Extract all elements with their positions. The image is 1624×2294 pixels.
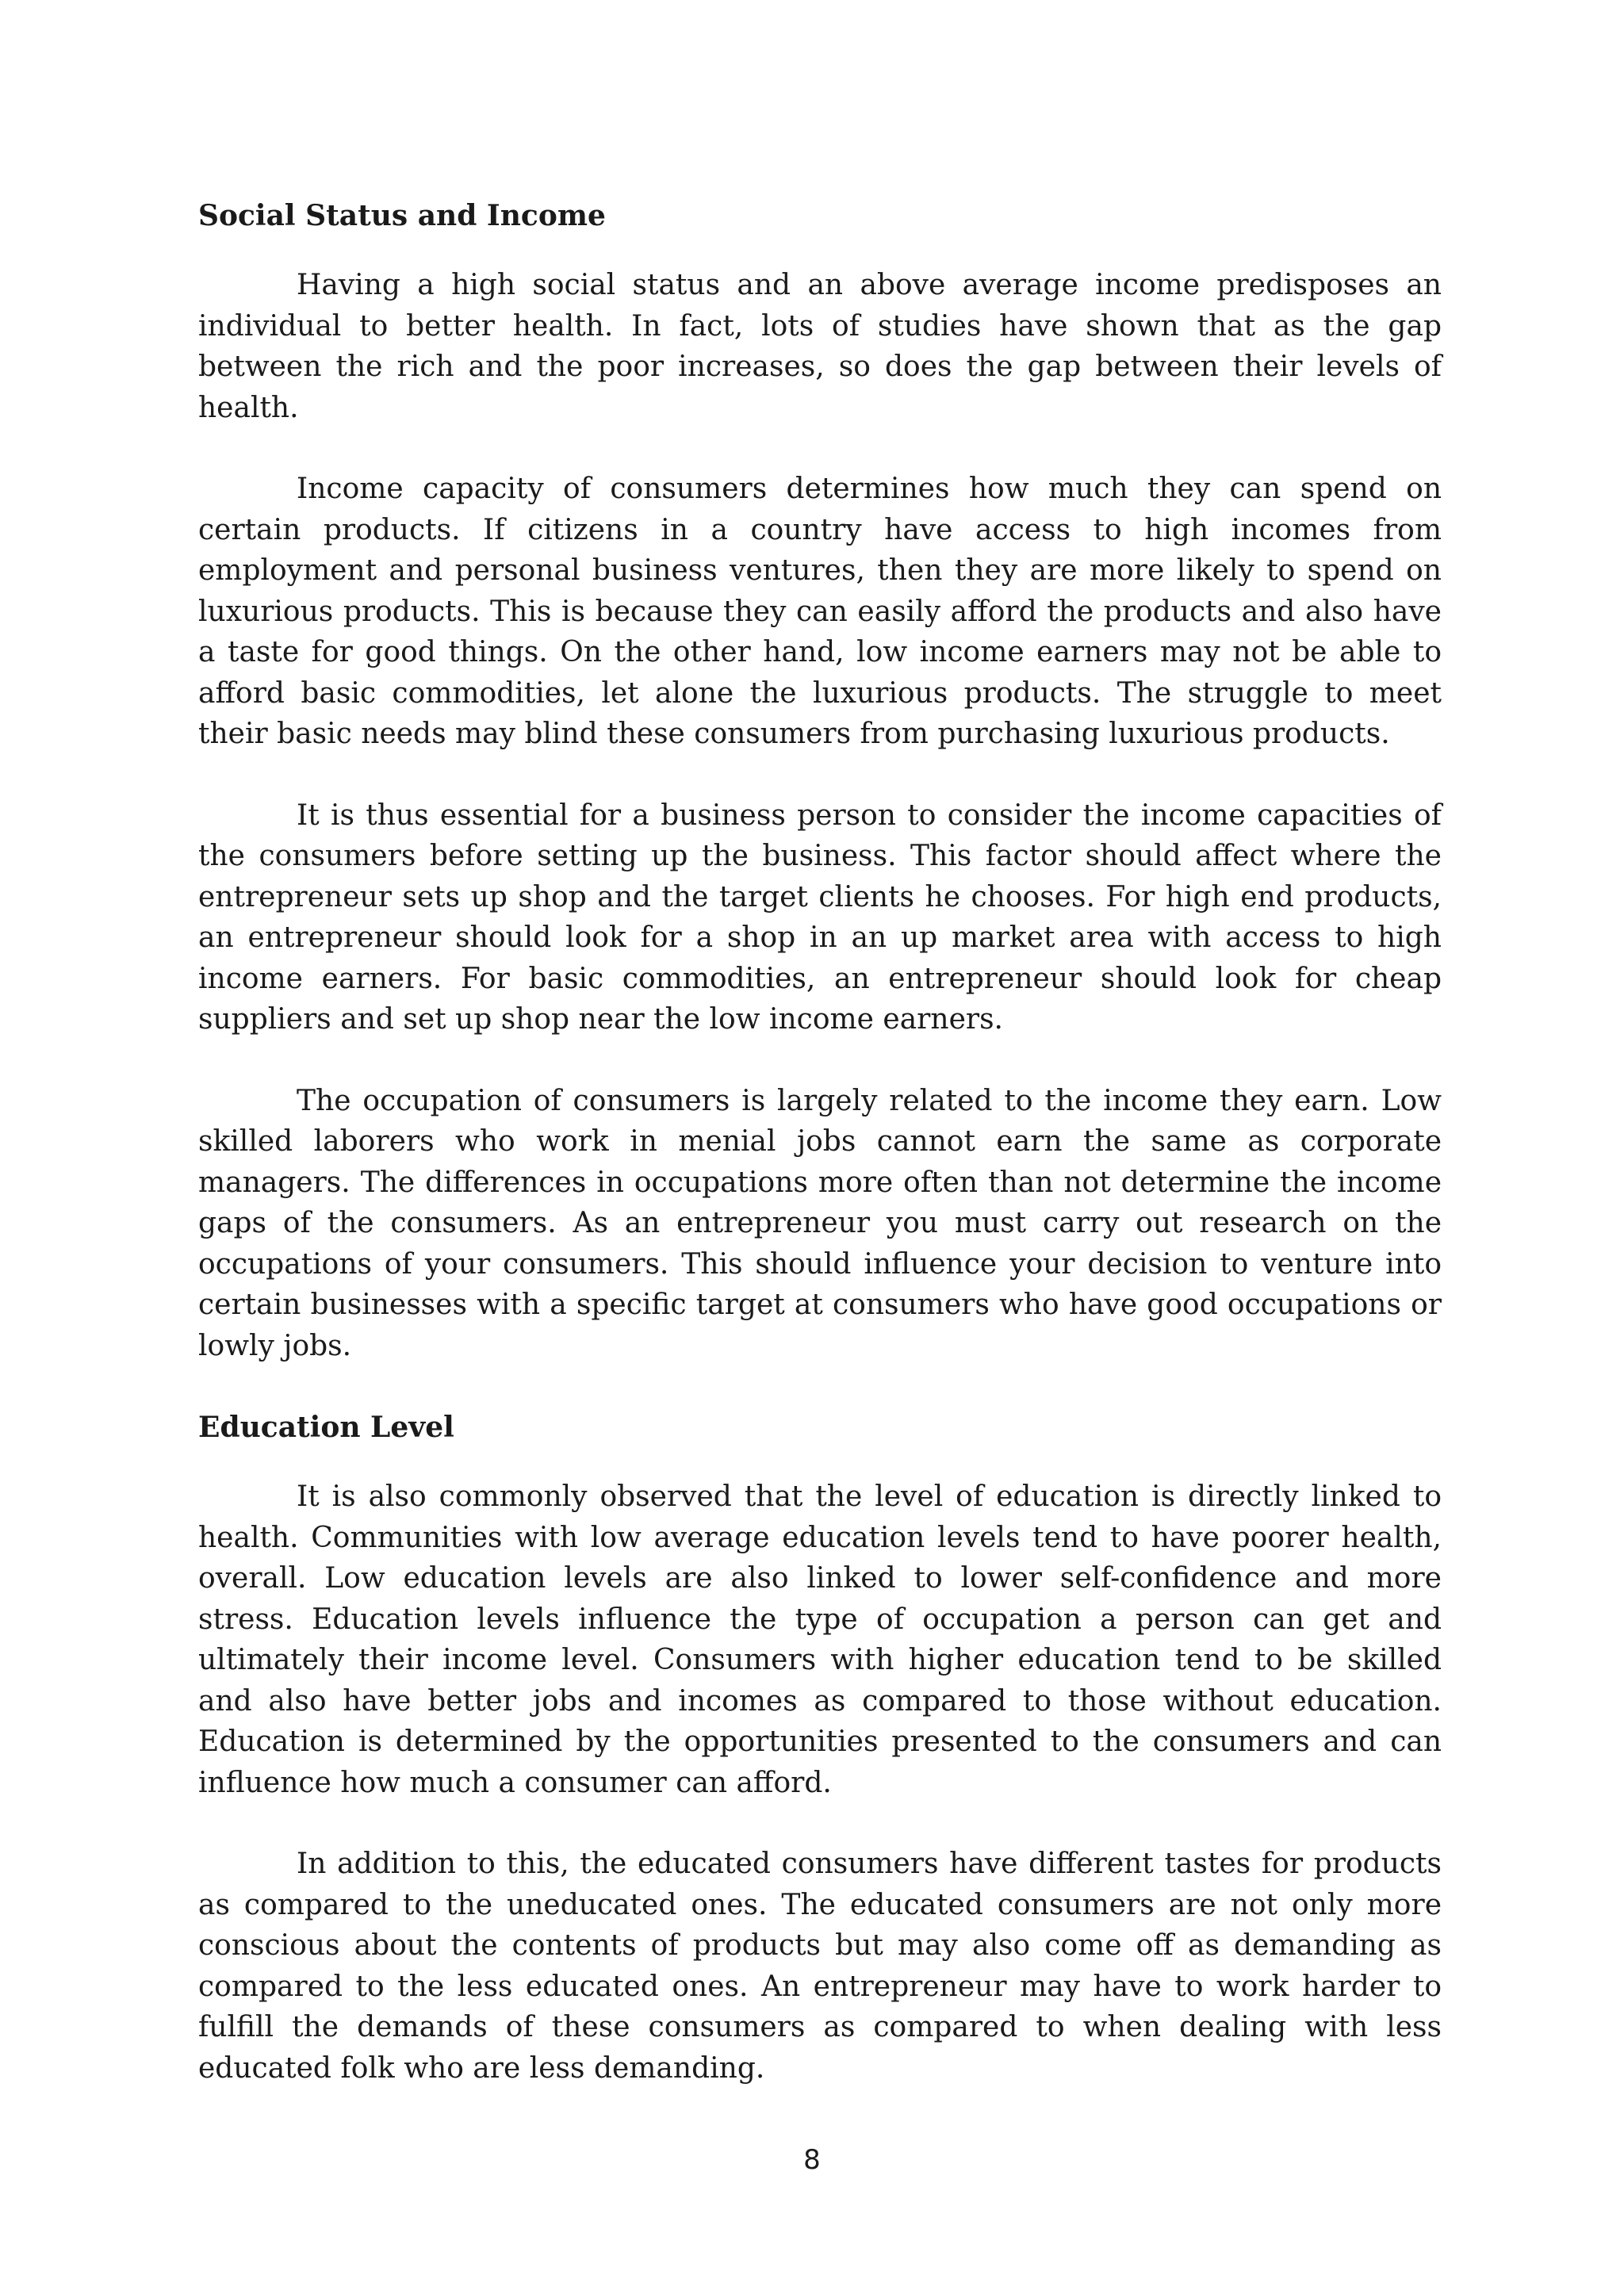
page-number: 8 — [803, 2144, 821, 2176]
section-heading-education-level: Education Level — [198, 1411, 454, 1444]
paragraph-business-location: It is thus essential for a business person to consider the income capacities of the consumers before setting up the business. This factor should affect where the entrepreneur sets up shop and the target clients he chooses. For high end products, an entrepreneur should look for a shop in an up market area with access to high income earners. For basic commodities, an entrepreneur should look for cheap suppliers and set up shop near the low income earners. — [198, 798, 1442, 1036]
paragraph-education-health: It is also commonly observed that the level of education is directly linked to health. Communities with low average education levels tend to have poorer health, overall. Low education levels are also linked to lower self-confidence and more stress. Education levels influence the type of occupation a person can get and ultimately their income level. Consumers with higher education tend to be skilled and also have better jobs and incomes as compared to those without education. Education is determined by the opportunities presented to the consumers and can influence how much a consumer can afford. — [198, 1480, 1442, 1799]
section-heading-social-status: Social Status and Income — [198, 199, 606, 232]
paragraph-occupation: The occupation of consumers is largely related to the income they earn. Low skilled laborers who work in menial jobs cannot earn the same as corporate managers. The differences in occupations more often than not determine the income gaps of the consumers. As an entrepreneur you must carry out research on the occupations of your consumers. This should influence your decision to venture into certain businesses with a specific target at consumers who have good occupations or lowly jobs. — [198, 1084, 1442, 1362]
paragraph-educated-tastes: In addition to this, the educated consumers have different tastes for products as compared to the uneducated ones. The educated consumers are not only more conscious about the contents of products but may also come off as demanding as compared to the less educated ones. An entrepreneur may have to work harder to fulfill the demands of these consumers as compared to when dealing with less educated folk who are less demanding. — [198, 1848, 1442, 2085]
page-content — [198, 195, 1442, 2129]
paragraph-social-status-1: Having a high social status and an above average income predisposes an individual to better health. In fact, lots of studies have shown that as the gap between the rich and the poor increases, so does the gap between their levels of health. — [198, 269, 1442, 424]
paragraph-income-capacity: Income capacity of consumers determines how much they can spend on certain products. If citizens in a country have access to high incomes from employment and personal business ventures, then they are more likely to spend on luxurious products. This is because they can easily afford the products and also have a taste for good things. On the other hand, low income earners may not be able to afford basic commodities, let alone the luxurious products. The struggle to meet their basic needs may blind these consumers from purchasing luxurious products. — [198, 473, 1442, 750]
